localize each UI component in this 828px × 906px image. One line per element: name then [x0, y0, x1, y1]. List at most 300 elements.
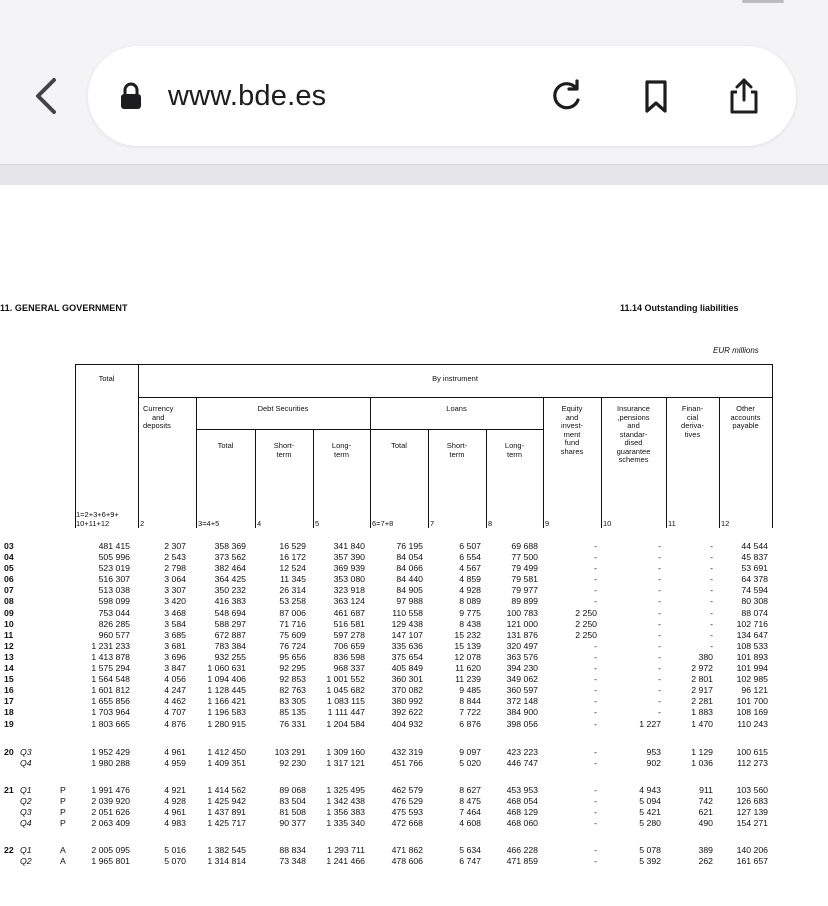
- colnum-11: 11: [668, 519, 676, 528]
- table-cell: 79 581: [511, 574, 538, 585]
- table-cell: 1 883: [691, 707, 713, 718]
- table-cell: 100 783: [506, 607, 538, 618]
- year-label: 09: [4, 607, 14, 618]
- table-cell: 110 243: [737, 718, 768, 729]
- table-cell: 446 747: [506, 758, 538, 769]
- quarter-labels: [20, 785, 32, 829]
- table-cell: 147 107: [391, 629, 423, 640]
- table-cell: 932 255: [214, 651, 246, 662]
- column-4: [250, 845, 306, 867]
- table-cell: 92 295: [279, 663, 306, 674]
- table-cell: 1 382 545: [207, 845, 246, 855]
- column-5: [307, 541, 365, 730]
- table-cell: -: [658, 618, 661, 629]
- table-cell: 16 172: [279, 552, 306, 563]
- table-cell: 358 369: [214, 541, 246, 551]
- rule-right: [772, 364, 773, 528]
- column-4: [250, 747, 306, 769]
- table-cell: 1 803 665: [91, 718, 130, 729]
- table-cell: 3 584: [164, 618, 186, 629]
- column-12: [718, 785, 768, 829]
- table-cell: 108 533: [736, 640, 768, 651]
- table-cell: 5 421: [639, 807, 661, 818]
- back-button[interactable]: [30, 76, 64, 116]
- table-cell: 134 647: [736, 629, 768, 640]
- hdr-other: Other accounts payable: [730, 404, 761, 430]
- table-cell: 1 166 421: [207, 696, 246, 707]
- quarter-label: Q4: [20, 818, 32, 829]
- colnum-10: 10: [603, 519, 612, 528]
- table-cell: 1 293 711: [326, 845, 365, 855]
- table-cell: 88 074: [741, 607, 768, 618]
- table-cell: 53 258: [279, 596, 306, 607]
- table-cell: 97 988: [396, 596, 423, 607]
- rule-total: [138, 364, 139, 528]
- hdr-debt-short: Short- term: [273, 441, 295, 459]
- table-cell: 341 840: [333, 541, 365, 551]
- table-cell: -: [594, 718, 597, 729]
- table-cell: 9 485: [459, 685, 481, 696]
- table-cell: 5 016: [164, 845, 186, 855]
- table-cell: 101 893: [736, 651, 768, 662]
- column-3: [188, 747, 246, 769]
- column-8: [484, 785, 538, 829]
- year-label: 05: [4, 563, 14, 574]
- column-7: [429, 747, 481, 769]
- table-cell: 478 606: [391, 856, 423, 867]
- table-cell: 523 019: [98, 563, 130, 574]
- table-cell: 323 918: [333, 585, 365, 596]
- table-cell: 9 097: [459, 747, 481, 757]
- table-cell: 742: [698, 796, 713, 807]
- table-cell: -: [710, 596, 713, 607]
- table-cell: 1 991 476: [91, 785, 130, 795]
- table-cell: 394 230: [506, 663, 538, 674]
- hdr-debt-total: Total: [217, 441, 234, 450]
- table-cell: 902: [646, 758, 661, 769]
- table-cell: 11 620: [455, 663, 481, 674]
- column-12: [718, 747, 768, 769]
- table-cell: 1 111 447: [327, 707, 365, 718]
- table-cell: 1 204 584: [326, 718, 365, 729]
- year-label: 17: [4, 696, 14, 707]
- table-cell: 6 507: [459, 541, 481, 551]
- status-flag: P: [60, 818, 66, 829]
- table-cell: 44 544: [741, 541, 768, 551]
- hdr-loans: Loans: [446, 404, 467, 413]
- table-cell: 15 232: [454, 629, 481, 640]
- table-cell: 81 508: [279, 807, 306, 818]
- table-cell: 1 317 121: [326, 758, 365, 769]
- year-label: 04: [4, 552, 14, 563]
- table-cell: 84 066: [396, 563, 423, 574]
- table-cell: 16 529: [279, 541, 306, 551]
- table-cell: 2 798: [164, 563, 186, 574]
- table-cell: 1 342 438: [326, 796, 365, 807]
- share-button[interactable]: [724, 76, 764, 116]
- year-label: 19: [4, 718, 14, 729]
- toolbar-separator: [0, 164, 828, 185]
- quarter-label: Q3: [20, 807, 32, 818]
- table-cell: 1 128 445: [207, 685, 246, 696]
- table-cell: 1 227: [639, 718, 661, 729]
- table-cell: 92 230: [279, 758, 306, 769]
- table-cell: 1 655 856: [91, 696, 130, 707]
- table-cell: 96 121: [741, 685, 768, 696]
- year-label: 22: [4, 845, 14, 855]
- table-cell: 108 169: [736, 707, 768, 718]
- table-cell: 372 148: [506, 696, 538, 707]
- table-cell: 513 038: [98, 585, 130, 596]
- table-cell: 783 384: [214, 640, 246, 651]
- table-cell: 3 696: [164, 651, 186, 662]
- column-10: [603, 785, 661, 829]
- table-cell: 597 278: [333, 629, 365, 640]
- colnum-6: 6=7+8: [372, 519, 394, 528]
- table-cell: 8 089: [459, 596, 481, 607]
- table-cell: 1 036: [691, 758, 713, 769]
- column-11: [665, 845, 713, 867]
- column-10: [603, 747, 661, 769]
- table-cell: 79 499: [511, 563, 538, 574]
- table-cell: 516 307: [98, 574, 130, 585]
- table-cell: 1 196 583: [207, 707, 246, 718]
- column-4: [250, 541, 306, 730]
- colnum-2: 2: [140, 519, 145, 528]
- table-cell: 398 056: [506, 718, 538, 729]
- column-6: [367, 845, 423, 867]
- hdr-loans-total: Total: [391, 441, 407, 450]
- quarter-labels: [20, 845, 32, 867]
- reload-button[interactable]: [546, 76, 586, 116]
- year-label: 13: [4, 651, 14, 662]
- rule-top: [75, 364, 773, 365]
- table-cell: 2 051 626: [91, 807, 130, 818]
- table-cell: 4 876: [164, 718, 186, 729]
- table-cell: 392 622: [391, 707, 423, 718]
- table-cell: 82 763: [279, 685, 306, 696]
- browser-toolbar: [0, 0, 828, 185]
- table-cell: 45 837: [741, 552, 768, 563]
- table-cell: -: [658, 563, 661, 574]
- table-cell: 1 231 233: [91, 640, 130, 651]
- table-cell: 262: [698, 856, 713, 867]
- table-cell: -: [594, 585, 597, 596]
- column-7: [429, 541, 481, 730]
- table-cell: 77 500: [511, 552, 538, 563]
- table-cell: 12 524: [279, 563, 306, 574]
- table-cell: -: [658, 607, 661, 618]
- colnum-5: 5: [315, 519, 320, 528]
- table-cell: 4 921: [164, 785, 186, 795]
- column-9: [541, 747, 597, 769]
- hdr-total: Total: [98, 374, 115, 383]
- table-cell: 80 308: [741, 596, 768, 607]
- table-cell: 5 070: [164, 856, 186, 867]
- table-cell: 4 859: [459, 574, 481, 585]
- year-label: 21: [4, 785, 14, 795]
- table-cell: 1 414 562: [207, 785, 246, 795]
- table-cell: 1 325 495: [326, 785, 365, 795]
- column-3: [188, 785, 246, 829]
- table-cell: 95 656: [279, 651, 306, 662]
- table-cell: 471 859: [506, 856, 538, 867]
- rule-c2: [196, 397, 197, 528]
- table-cell: 75 609: [279, 629, 306, 640]
- table-cell: -: [658, 696, 661, 707]
- table-cell: 4 928: [164, 796, 186, 807]
- table-cell: 7 464: [459, 807, 481, 818]
- table-cell: 836 598: [333, 651, 365, 662]
- table-cell: 349 062: [506, 674, 538, 685]
- table-cell: 405 849: [391, 663, 423, 674]
- table-cell: 472 668: [391, 818, 423, 829]
- table-cell: 88 834: [279, 845, 306, 855]
- table-cell: 8 844: [459, 696, 481, 707]
- table-cell: -: [710, 541, 713, 551]
- table-cell: 76 331: [279, 718, 306, 729]
- year-labels: [4, 541, 14, 730]
- table-cell: 2 801: [691, 674, 713, 685]
- table-cell: -: [658, 674, 661, 685]
- url-text: www.bde.es: [168, 80, 327, 112]
- year-label: 08: [4, 596, 14, 607]
- table-cell: 5 280: [639, 818, 661, 829]
- column-5: [307, 747, 365, 769]
- quarter-label: Q2: [20, 796, 32, 807]
- status-flag: A: [60, 856, 66, 867]
- table-cell: 462 579: [391, 785, 423, 795]
- column-2: [136, 541, 186, 730]
- table-cell: 4 247: [164, 685, 186, 696]
- table-cell: 598 099: [98, 596, 130, 607]
- column-3: [188, 845, 246, 867]
- table-cell: -: [594, 758, 597, 769]
- table-cell: 4 983: [164, 818, 186, 829]
- table-cell: 1 045 682: [326, 685, 365, 696]
- table-cell: 2 917: [691, 685, 713, 696]
- quarter-label: Q1: [20, 785, 32, 795]
- table-cell: -: [594, 845, 597, 855]
- table-cell: 363 124: [333, 596, 365, 607]
- column-9: [541, 541, 597, 730]
- table-cell: 1 309 160: [326, 747, 365, 757]
- table-cell: 389: [698, 845, 713, 855]
- table-cell: 1 409 351: [207, 758, 246, 769]
- quarter-label: Q3: [20, 747, 32, 757]
- column-8: [484, 747, 538, 769]
- table-cell: 4 961: [164, 747, 186, 757]
- table-cell: 74 594: [741, 585, 768, 596]
- table-cell: 101 994: [736, 663, 768, 674]
- table-cell: 468 054: [506, 796, 538, 807]
- table-cell: 6 876: [459, 718, 481, 729]
- table-cell: 1 001 552: [326, 674, 365, 685]
- table-cell: 335 636: [391, 640, 423, 651]
- column-9: [541, 785, 597, 829]
- table-cell: 8 475: [459, 796, 481, 807]
- table-title: 11.14 Outstanding liabilities: [620, 303, 739, 313]
- table-cell: 101 700: [736, 696, 768, 707]
- table-cell: 753 044: [98, 607, 130, 618]
- bookmark-button[interactable]: [636, 76, 676, 116]
- column-11: [665, 785, 713, 829]
- table-cell: 1 356 383: [326, 807, 365, 818]
- column-1: [70, 845, 130, 867]
- table-cell: -: [710, 640, 713, 651]
- year-label: 12: [4, 640, 14, 651]
- bookmark-icon: [636, 76, 676, 116]
- column-10: [603, 541, 661, 730]
- hdr-debt-securities: Debt Securities: [257, 404, 309, 413]
- colnum-9: 9: [545, 519, 550, 528]
- table-cell: 5 078: [639, 845, 661, 855]
- table-cell: -: [594, 796, 597, 807]
- table-cell: 3 420: [164, 596, 186, 607]
- status-flag: A: [60, 845, 66, 855]
- table-cell: 471 862: [391, 845, 423, 855]
- table-cell: 4 961: [164, 807, 186, 818]
- column-2: [136, 747, 186, 769]
- table-cell: 432 319: [391, 747, 423, 757]
- quarter-label: Q4: [20, 758, 32, 769]
- column-7: [429, 785, 481, 829]
- table-cell: -: [594, 707, 597, 718]
- table-cell: 53 691: [741, 563, 768, 574]
- table-cell: 1 437 891: [207, 807, 246, 818]
- table-cell: 11 345: [280, 574, 306, 585]
- column-6: [367, 785, 423, 829]
- hdr-loans-short: Short- term: [446, 441, 468, 459]
- year-label: 07: [4, 585, 14, 596]
- table-cell: 89 899: [511, 596, 538, 607]
- table-cell: 490: [698, 818, 713, 829]
- column-9: [541, 845, 597, 867]
- table-cell: -: [594, 674, 597, 685]
- table-cell: 11 239: [455, 674, 481, 685]
- table-cell: -: [594, 856, 597, 867]
- table-cell: -: [594, 651, 597, 662]
- column-1: [70, 785, 130, 829]
- table-cell: 140 206: [736, 845, 768, 855]
- table-cell: 131 876: [506, 629, 538, 640]
- table-cell: -: [658, 685, 661, 696]
- table-cell: 71 716: [279, 618, 306, 629]
- table-cell: 90 377: [279, 818, 306, 829]
- table-cell: 4 943: [639, 785, 661, 795]
- table-cell: -: [710, 607, 713, 618]
- table-cell: 706 659: [333, 640, 365, 651]
- table-cell: 1 280 915: [207, 718, 246, 729]
- table-cell: 79 977: [511, 585, 538, 596]
- table-cell: 110 558: [392, 607, 423, 618]
- column-2: [136, 845, 186, 867]
- table-cell: 3 064: [164, 574, 186, 585]
- column-2: [136, 785, 186, 829]
- table-cell: 4 462: [164, 696, 186, 707]
- table-cell: -: [594, 807, 597, 818]
- table-cell: -: [594, 785, 597, 795]
- table-cell: 364 425: [214, 574, 246, 585]
- table-cell: 9 775: [459, 607, 481, 618]
- table-cell: 451 766: [391, 758, 423, 769]
- hdr-currency: Currency and deposits: [143, 404, 174, 430]
- table-cell: 8 627: [459, 785, 481, 795]
- table-cell: 1 335 340: [326, 818, 365, 829]
- table-cell: -: [658, 651, 661, 662]
- table-cell: 475 593: [391, 807, 423, 818]
- table-cell: 1 241 466: [326, 856, 365, 867]
- column-11: [665, 541, 713, 730]
- table-cell: 2 063 409: [91, 818, 130, 829]
- table-cell: 2 250: [575, 607, 597, 618]
- rule-instrument: [138, 397, 773, 398]
- table-cell: -: [594, 747, 597, 757]
- table-cell: 453 953: [506, 785, 538, 795]
- column-5: [307, 785, 365, 829]
- reload-icon: [546, 76, 586, 116]
- section-title: 11. GENERAL GOVERNMENT: [0, 303, 128, 313]
- year-label: 16: [4, 685, 14, 696]
- table-cell: 92 853: [279, 674, 306, 685]
- table-cell: 85 135: [279, 707, 306, 718]
- status-flag: P: [60, 785, 66, 795]
- table-cell: 384 900: [506, 707, 538, 718]
- table-cell: -: [594, 574, 597, 585]
- table-cell: 103 291: [274, 747, 306, 757]
- table-cell: 953: [646, 747, 661, 757]
- status-flag: P: [60, 807, 66, 818]
- table-cell: 112 273: [737, 758, 768, 769]
- table-cell: 5 020: [459, 758, 481, 769]
- year-label: 06: [4, 574, 14, 585]
- address-bar[interactable]: [88, 46, 796, 146]
- table-cell: 129 438: [391, 618, 423, 629]
- column-10: [603, 845, 661, 867]
- table-cell: 161 657: [736, 856, 768, 867]
- table-cell: 968 337: [333, 663, 365, 674]
- table-cell: 5 392: [639, 856, 661, 867]
- table-cell: 2 250: [575, 629, 597, 640]
- table-cell: 1 703 964: [91, 707, 130, 718]
- status-flags: [60, 845, 66, 867]
- table-cell: 380 992: [391, 696, 423, 707]
- lock-icon: [118, 82, 144, 110]
- table-cell: -: [710, 574, 713, 585]
- table-cell: -: [594, 596, 597, 607]
- column-6: [367, 747, 423, 769]
- column-4: [250, 785, 306, 829]
- table-cell: 360 301: [391, 674, 423, 685]
- table-cell: -: [658, 585, 661, 596]
- table-cell: 1 094 406: [207, 674, 246, 685]
- table-cell: 83 504: [279, 796, 306, 807]
- table-cell: 1 980 288: [91, 758, 130, 769]
- table-cell: 69 688: [511, 541, 538, 551]
- colnum-1: 1=2+3+6+9+ 10+11+12: [76, 510, 119, 528]
- table-cell: 1 470: [691, 718, 713, 729]
- tab-peek: [742, 0, 784, 3]
- table-cell: 2 307: [164, 541, 186, 551]
- column-12: [718, 541, 768, 730]
- table-cell: 516 581: [333, 618, 365, 629]
- table-cell: 4 056: [164, 674, 186, 685]
- rule-loans: [370, 429, 543, 430]
- table-cell: -: [594, 541, 597, 551]
- table-cell: 127 139: [736, 807, 768, 818]
- table-cell: 360 597: [506, 685, 538, 696]
- table-cell: 373 562: [214, 552, 246, 563]
